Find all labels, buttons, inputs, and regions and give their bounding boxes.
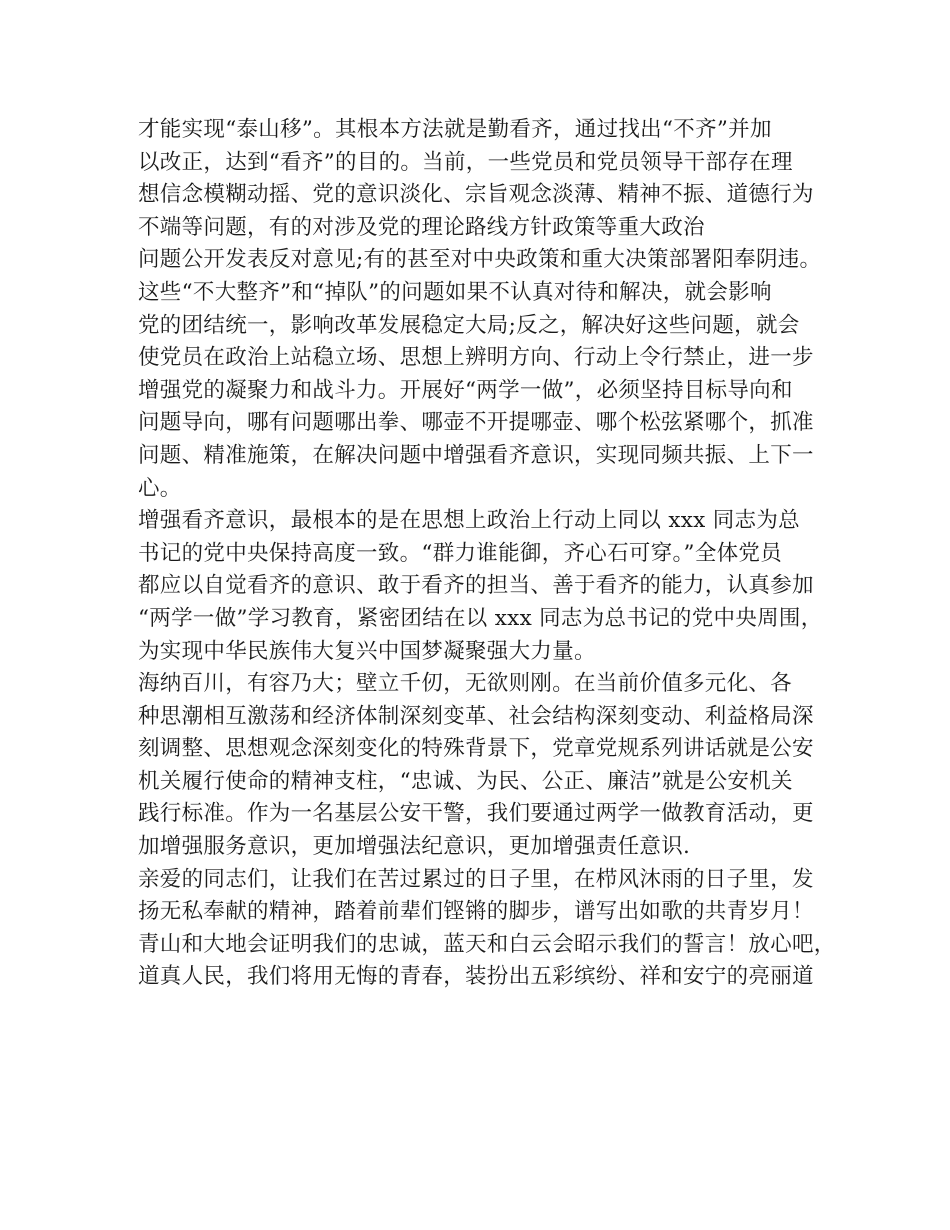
- text-line: 这些“不大整齐”和“掉队”的问题如果不认真对待和解决，就会影响: [138, 279, 772, 305]
- text-line: 使党员在政治上站稳立场、思想上辨明方向、行动上令行禁止，进一步: [138, 345, 814, 371]
- text-line: 想信念模糊动摇、党的意识淡化、宗旨观念淡薄、精神不振、道德行为: [138, 182, 814, 208]
- text-line: 践行标准。作为一名基层公安干警，我们要通过两学一做教育活动，更: [138, 801, 814, 827]
- text-line: 问题、精准施策，在解决问题中增强看齐意识，实现同频共振、上下一: [138, 442, 814, 468]
- text-line: 问题公开发表反对意见;有的甚至对中央政策和重大决策部署阳奉阴违。: [138, 247, 822, 273]
- document-text-body: [138, 114, 838, 994]
- text-line: 都应以自觉看齐的意识、敢于看齐的担当、善于看齐的能力，认真参加: [138, 573, 814, 599]
- text-line: 为实现中华民族伟大复兴中国梦凝聚强大力量。: [138, 638, 596, 664]
- text-line: 增强看齐意识，最根本的是在思想上政治上行动上同以 xxx 同志为总: [138, 508, 800, 534]
- text-line: 问题导向，哪有问题哪出拳、哪壶不开提哪壶、哪个松弦紧哪个，抓准: [138, 410, 814, 436]
- text-line: 以改正，达到“看齐”的目的。当前，一些党员和党员领导干部存在理: [138, 149, 793, 175]
- text-line: 增强党的凝聚力和战斗力。开展好“两学一做”，必须坚持目标导向和: [138, 377, 793, 403]
- text-line: 扬无私奉献的精神，踏着前辈们铿锵的脚步，谱写出如歌的共青岁月！: [138, 899, 814, 925]
- text-line: 道真人民，我们将用无悔的青春，装扮出五彩缤纷、祥和安宁的亮丽道: [138, 964, 814, 990]
- text-line: 机关履行使命的精神支柱，“忠诚、为民、公正、廉洁”就是公安机关: [138, 768, 793, 794]
- text-line: 不端等问题，有的对涉及党的理论路线方针政策等重大政治: [138, 214, 705, 240]
- text-line: “两学一做”学习教育，紧密团结在以 xxx 同志为总书记的党中央周围，: [138, 605, 823, 631]
- text-line: 才能实现“泰山移”。其根本方法就是勤看齐，通过找出“不齐”并加: [138, 117, 772, 142]
- text-line: 海纳百川，有容乃大；壁立千仞，无欲则刚。在当前价值多元化、各: [138, 671, 793, 697]
- text-line: 党的团结统一，影响改革发展稳定大局;反之，解决好这些问题，就会: [138, 312, 800, 338]
- text-line: 种思潮相互激荡和经济体制深刻变革、社会结构深刻变动、利益格局深: [138, 703, 814, 729]
- text-line: 加增强服务意识，更加增强法纪意识，更加增强责任意识.: [138, 834, 691, 860]
- text-line: 青山和大地会证明我们的忠诚，蓝天和白云会昭示我们的誓言！放心吧，: [138, 931, 836, 957]
- text-line: 亲爱的同志们，让我们在苦过累过的日子里，在栉风沐雨的日子里，发: [138, 866, 814, 892]
- text-line: 书记的党中央保持高度一致。“群力谁能御，齐心石可穿。”全体党员: [138, 540, 783, 566]
- text-line: 心。: [138, 475, 182, 501]
- text-line: 刻调整、思想观念深刻变化的特殊背景下，党章党规系列讲话就是公安: [138, 736, 814, 762]
